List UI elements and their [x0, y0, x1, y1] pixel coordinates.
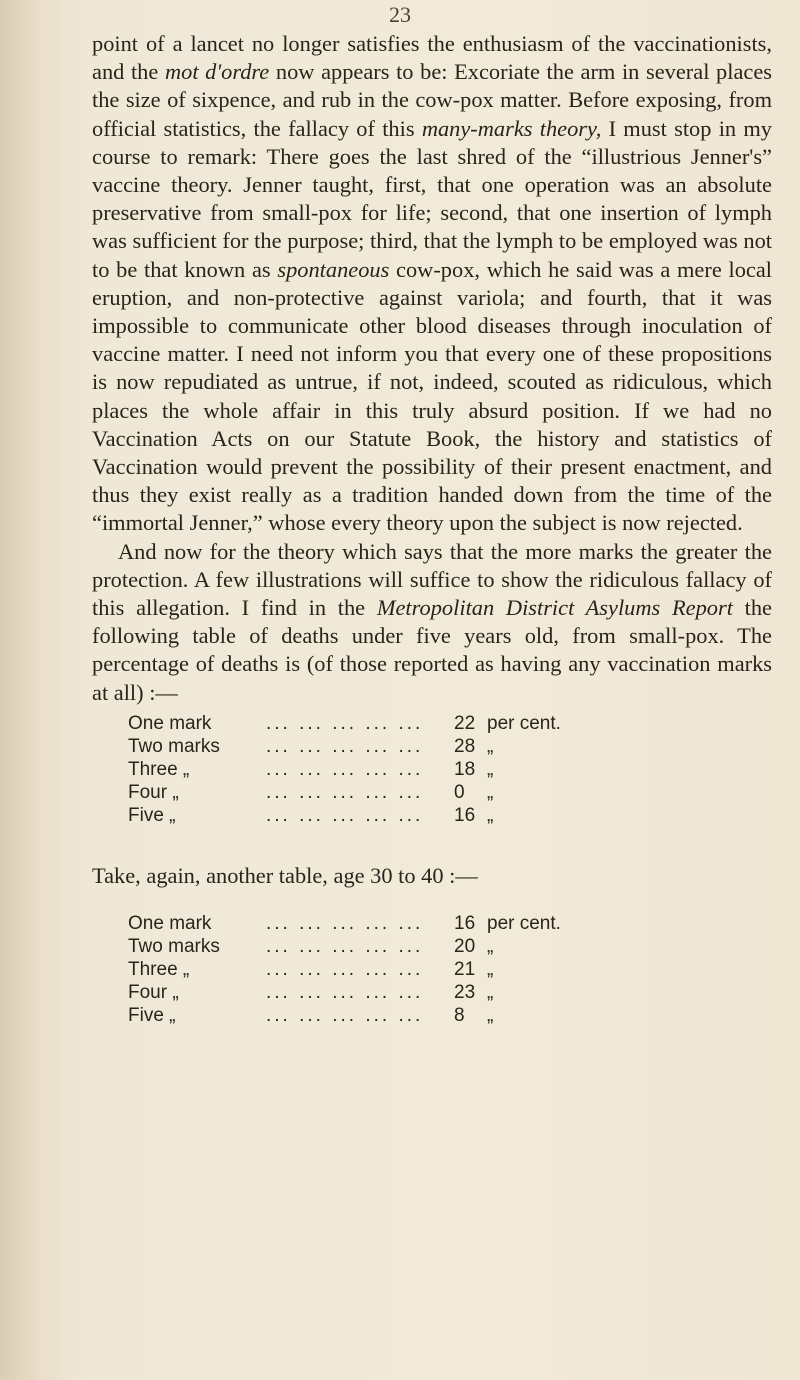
row-unit: „ — [487, 759, 494, 780]
italic-run: mot d'ordre — [164, 59, 270, 85]
text-run: And now for the theory which says that the more marks the greater the protection. A few illustrations will suffice to show the ridiculous fallacy of this allegation. I find in the — [92, 538, 772, 621]
row-value: 28 — [454, 736, 476, 757]
table-row — [128, 712, 588, 735]
row-unit: „ — [487, 959, 494, 980]
table-row — [128, 735, 588, 758]
text-run: I must stop in my course to remark: There goes the last shred of the “illustrious Jenner's” vaccine theory. Jenner taught, first, that one operation was an absolute preservative from small-pox for life; second, that one insertion of lymph was sufficient for the purpose; third, that the lymph to be employed was not to be that known as — [92, 115, 772, 282]
dot-leader: ... ... ... ... ... — [266, 805, 424, 826]
table-row — [128, 804, 588, 827]
table-row — [128, 781, 588, 804]
row-unit: „ — [487, 805, 494, 826]
row-unit: per cent. — [487, 913, 561, 934]
dot-leader: ... ... ... ... ... — [266, 913, 424, 934]
row-label: One mark — [128, 913, 212, 934]
row-value: 21 — [454, 959, 476, 980]
row-unit: per cent. — [487, 713, 561, 734]
row-label: One mark — [128, 713, 212, 734]
row-label: Three „ — [128, 959, 190, 980]
table-deaths-under-five — [128, 712, 588, 832]
row-value: 23 — [454, 982, 476, 1003]
table-2-intro: Take, again, another table, age 30 to 40 :— — [92, 863, 478, 888]
dot-leader: ... ... ... ... ... — [266, 959, 424, 980]
body-text — [92, 30, 772, 707]
row-value: 0 — [454, 782, 465, 803]
row-label: Five „ — [128, 1005, 176, 1026]
row-value: 16 — [454, 913, 476, 934]
row-value: 18 — [454, 759, 476, 780]
row-unit: „ — [487, 936, 494, 957]
row-label: Three „ — [128, 759, 190, 780]
row-label: Two marks — [128, 936, 220, 957]
table-row — [128, 958, 588, 981]
italic-run: Metropolitan District Asylums Report — [376, 595, 733, 621]
row-value: 16 — [454, 805, 476, 826]
table-row — [128, 912, 588, 935]
row-label: Four „ — [128, 982, 179, 1003]
row-unit: „ — [487, 1005, 494, 1026]
row-unit: „ — [487, 736, 494, 757]
paragraph-2 — [92, 538, 772, 707]
text-run: the following table of deaths under five years old, from small-pox. The percentage of deaths is (of those reported as having any vaccination marks at all) :— — [92, 595, 772, 705]
row-value: 8 — [454, 1005, 465, 1026]
paragraph-1 — [92, 30, 772, 538]
table-row — [128, 758, 588, 781]
dot-leader: ... ... ... ... ... — [266, 759, 424, 780]
text-run: now appears to be: Excoriate the arm in several places the size of sixpence, and rub in the cow-pox matter. Before exposing, from official statistics, the fallacy of this — [92, 59, 772, 141]
row-label: Five „ — [128, 805, 176, 826]
dot-leader: ... ... ... ... ... — [266, 1005, 424, 1026]
row-label: Four „ — [128, 782, 179, 803]
dot-leader: ... ... ... ... ... — [266, 736, 424, 757]
dot-leader: ... ... ... ... ... — [266, 936, 424, 957]
row-unit: „ — [487, 982, 494, 1003]
text-run: cow-pox, which he said was a mere local eruption, and non-protective against variola; and fourth, that it was impossible to communicate other blood diseases through inoculation of vaccine matter. I need not inform you that every one of these propositions is now repudiated as untrue, if not, indeed, scouted as ridiculous, which places the whole affair in this truly absurd position. If we had no Vaccination Acts on our Statute Book, the history and statistics of Vaccination would prevent the possibility of their present enactment, and thus they exist really as a tradition handed down from the time of the “immortal Jenner,” whose every theory upon the subject is now rejected. — [92, 256, 773, 536]
table-row — [128, 1004, 588, 1027]
italic-run: many-marks theory, — [421, 115, 602, 141]
row-unit: „ — [487, 782, 494, 803]
table-deaths-age-30-40 — [128, 912, 588, 1032]
dot-leader: ... ... ... ... ... — [266, 782, 424, 803]
table-row — [128, 981, 588, 1004]
row-value: 20 — [454, 936, 476, 957]
text-run: point of a lancet no longer satisfies the enthusiasm of the vaccinationists, and the — [92, 31, 772, 85]
italic-run: spontaneous — [277, 256, 390, 282]
row-label: Two marks — [128, 736, 220, 757]
page-number: 23 — [389, 2, 411, 27]
dot-leader: ... ... ... ... ... — [266, 713, 424, 734]
row-value: 22 — [454, 713, 476, 734]
dot-leader: ... ... ... ... ... — [266, 982, 424, 1003]
table-row — [128, 935, 588, 958]
